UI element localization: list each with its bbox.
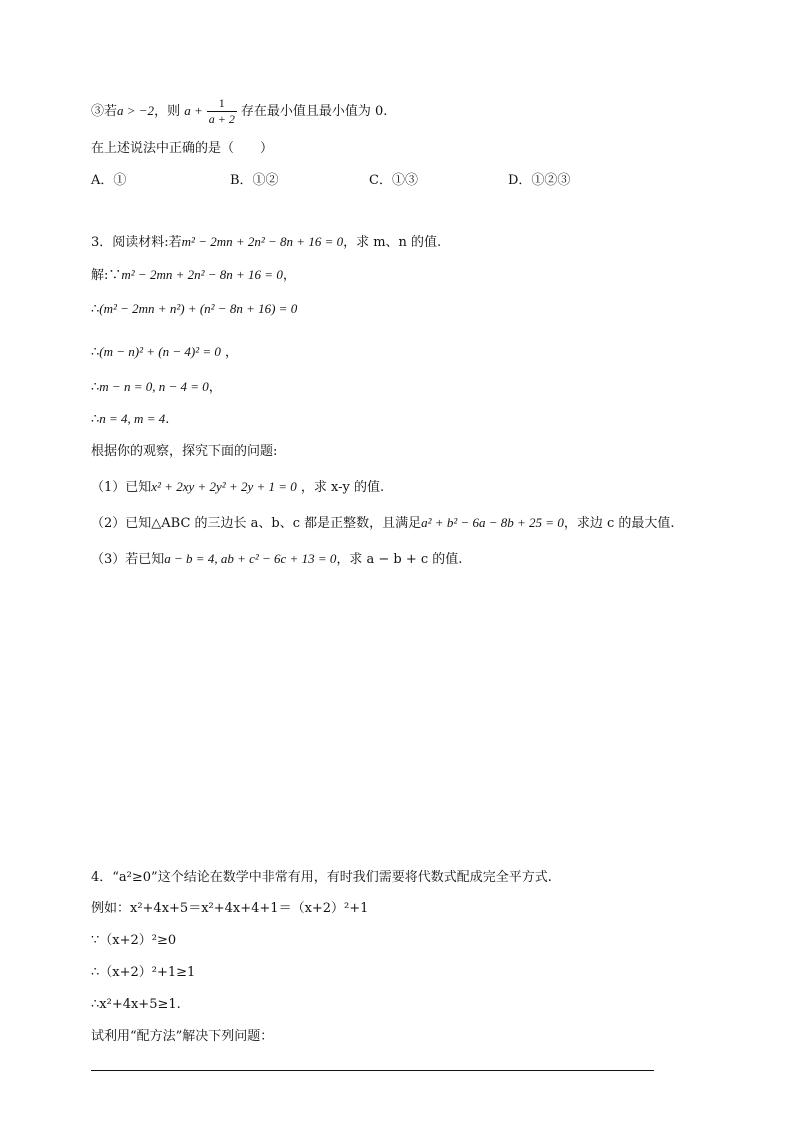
- option-b: B．①②: [230, 173, 279, 188]
- part-2-tail: ，求边 c 的最大值.: [563, 516, 675, 531]
- q4-step-2: ∴（x+2）²+1≥1: [91, 965, 196, 980]
- q3-solution-line-4: [91, 378, 222, 397]
- therefore-symbol: ∴: [91, 412, 100, 427]
- therefore-symbol: ∴: [91, 302, 100, 317]
- solution-equation-5: n = 4, m = 4: [99, 411, 166, 426]
- solution-eq4-tail: ，: [208, 380, 222, 395]
- statement-3: [91, 96, 387, 127]
- fraction: [207, 96, 237, 127]
- q3-solution-line-3: [91, 343, 238, 362]
- therefore-symbol: ∴: [91, 380, 100, 395]
- part-1-equation: x² + 2xy + 2y² + 2y + 1 = 0: [151, 479, 297, 494]
- solution-equation-3: (m − n)² + (n − 4)² = 0: [99, 344, 221, 359]
- part-1-tail: ，求 x-y 的值.: [296, 480, 385, 495]
- q3-explore: 根据你的观察，探究下面的问题:: [91, 444, 278, 459]
- solution-equation-4: m − n = 0, n − 4 = 0: [99, 379, 209, 394]
- part-2-equation: a² + b² − 6a − 8b + 25 = 0: [421, 515, 564, 530]
- solution-eq5-tail: .: [165, 412, 170, 427]
- statement-3-condition: a > −2: [117, 103, 155, 118]
- q3-intro: [91, 233, 441, 252]
- q3-part-2: [91, 514, 675, 533]
- q3-intro-tail: ，求 m、n 的值.: [343, 235, 442, 250]
- q4-intro: 4．“a²≥0”这个结论在数学中非常有用，有时我们需要将代数式配成完全平方式.: [91, 870, 552, 885]
- option-a: A．①: [91, 173, 127, 188]
- q3-solution-line-5: [91, 410, 169, 429]
- q4-example: 例如：x²+4x+5＝x²+4x+4+1＝（x+2）²+1: [91, 901, 369, 916]
- q4-try: 试利用“配方法”解决下列问题：: [91, 1029, 274, 1044]
- part-3-label: （3）若已知: [91, 552, 165, 567]
- part-2-label: （2）已知△ABC 的三边长 a、b、c 都是正整数，且满足: [91, 516, 422, 531]
- solution-eq1-tail: ，: [282, 268, 296, 283]
- solution-equation-1: m² − 2mn + 2n² − 8n + 16 = 0: [121, 267, 283, 282]
- solution-eq3-tail: ，: [220, 345, 239, 360]
- solution-label: 解:∵: [91, 268, 122, 283]
- q3-part-3: [91, 550, 462, 569]
- part-3-tail: ，求 a − b + c 的值.: [336, 552, 463, 567]
- q4-step-3: ∴x²+4x+5≥1.: [91, 997, 181, 1012]
- part-1-label: （1）已知: [91, 480, 152, 495]
- question-prompt: 在上述说法中正确的是（ ）: [91, 141, 274, 156]
- fraction-numerator: 1: [218, 96, 225, 110]
- q3-intro-equation: m² − 2mn + 2n² − 8n + 16 = 0: [181, 234, 344, 249]
- q3-solution-line-2: [91, 300, 297, 319]
- statement-3-expr: a +: [184, 103, 203, 118]
- solution-equation-2: (m² − 2mn + n²) + (n² − 8n + 16) = 0: [99, 301, 298, 316]
- statement-3-suffix: 存在最小值且最小值为 0.: [240, 104, 388, 119]
- part-3-equation: a − b = 4, ab + c² − 6c + 13 = 0: [164, 551, 337, 566]
- q3-solution-line-1: [91, 266, 296, 285]
- statement-3-mid: ，则: [154, 104, 181, 119]
- fraction-denominator: a + 2: [208, 112, 235, 126]
- option-d: D．①②③: [508, 173, 571, 188]
- q4-because: ∵（x+2）²≥0: [91, 933, 177, 948]
- q3-part-1: [91, 478, 384, 497]
- option-c: C．①③: [369, 173, 418, 188]
- therefore-symbol: ∴: [91, 345, 100, 360]
- page-divider: [91, 1070, 654, 1071]
- q3-intro-label: 3．阅读材料:若: [91, 235, 182, 250]
- statement-3-prefix: ③若: [91, 104, 118, 119]
